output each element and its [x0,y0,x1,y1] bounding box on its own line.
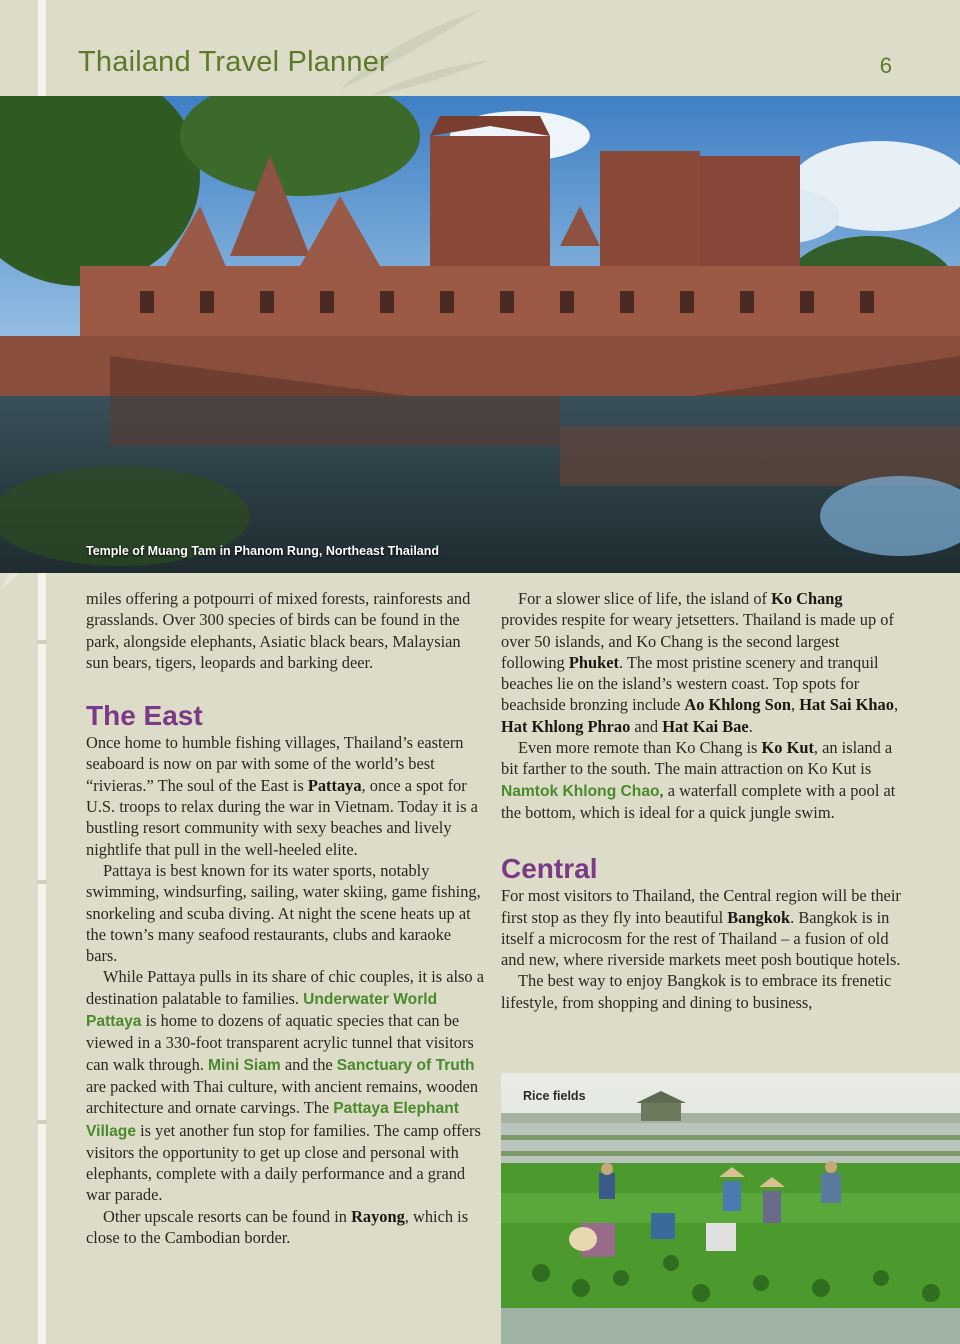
paragraph: For most visitors to Thailand, the Central region will be their first stop as they fly into beautiful Bangkok. Bangkok is in itself a microcosm for the rest of Thailand – a fusion of old and new, where riverside markets meet posh boutique hotels. [501,886,901,970]
paragraph: miles offering a potpourri of mixed forests, rainforests and grasslands. Over 300 species of birds can be found in the park, alongside elephants, Asiatic black bears, Malaysian sun bears, tigers, leopards and barking deer. [86,589,471,672]
document-title: Thailand Travel Planner [78,46,389,78]
paragraph: Even more remote than Ko Chang is Ko Kut, an island a bit farther to the south. The main attraction on Ko Kut is Namtok Khlong Chao, a waterfall complete with a pool at the bottom, which is ideal for a quick jungle swim. [501,738,896,822]
photo-caption: Temple of Muang Tam in Phanom Rung, Northeast Thailand [86,544,440,558]
attraction-link[interactable]: Sanctuary of Truth [336,1056,475,1074]
attraction-link[interactable]: Namtok Khlong Chao [501,782,660,800]
place-name: Rayong [351,1206,405,1226]
rice-fields-photo [501,1073,960,1344]
place-name: Ko Chang [771,589,843,608]
photo-caption: Rice fields [523,1089,586,1103]
paragraph: Other upscale resorts can be found in Rayong, which is close to the Cambodian border. [86,1206,469,1248]
attraction-link[interactable]: Pattaya Elephant Village [86,1100,459,1140]
place-name: Hat Kai Bae [662,716,749,736]
left-column [86,588,486,1248]
place-name: Pattaya [307,775,362,795]
section-heading-central: Central [501,853,598,885]
paragraph: Once home to humble fishing villages, Thailand’s eastern seaboard is now on par with some of the world’s best “rivieras.” The soul of the East is Pattaya, once a spot for U.S. troops to relax during the war in Vietnam. Today it is a bustling resort community with sexy beaches and lively nightlife that pull in the well-heeled elite. [86,733,478,859]
paragraph: While Pattaya pulls in its share of chic couples, it is also a destination palatable to families. Underwater World Pattaya is home to dozens of aquatic species that can be viewed in a 330-foot transparent acrylic tunnel that visitors can walk through. Mini Siam and the Sanctuary of Truth are packed with Thai culture, with ancient remains, wooden architecture and ornate carvings. The Pattaya Elephant Village is yet another fun stop for families. The camp offers visitors the opportunity to get up close and personal with elephants, complete with a daily performance and a grand war parade. [86,967,484,1205]
paragraph: The best way to enjoy Bangkok is to embrace its frenetic lifestyle, from shopping and dining to business, [501,971,892,1012]
place-name: Ko Kut [761,738,814,758]
place-name: Hat Khlong Phrao [501,716,631,736]
section-heading-the-east: The East [86,700,203,732]
place-name: Bangkok [727,907,791,927]
right-column [501,588,901,1013]
place-name: Phuket [568,652,619,672]
paragraph: Pattaya is best known for its water sports, notably swimming, windsurfing, sailing, water skiing, game fishing, snorkeling and scuba diving. At night the scene heats up at the town’s many seafood restaurants, clubs and karaoke bars. [86,860,481,966]
place-name: Hat Sai Khao [799,695,894,715]
page-number: 6 [879,53,892,78]
place-name: Ao Khlong Son [684,695,792,715]
temple-photo [0,96,960,573]
paragraph: For a slower slice of life, the island of Ko Chang provides respite for weary jetsetters. Thailand is made up of over 50 islands, and Ko Chang is the second largest following Phuket. The most pristine scenery and tranquil beaches lie on the island’s western coast. Top spots for beachside bronzing include Ao Khlong Son, Hat Sai Khao, Hat Khlong Phrao and Hat Kai Bae. [501,589,899,736]
attraction-link[interactable]: Mini Siam [208,1056,281,1074]
attraction-link[interactable]: Underwater World Pattaya [86,990,438,1031]
